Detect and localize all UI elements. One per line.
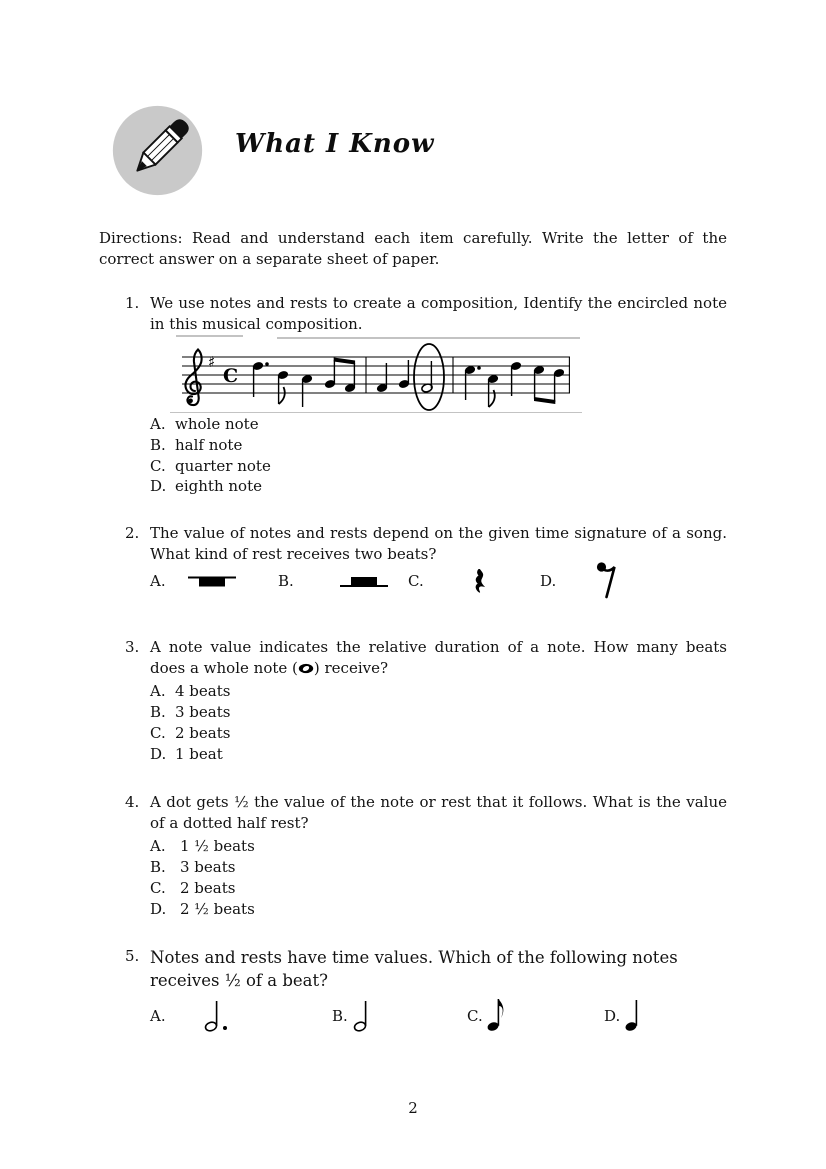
page-title: What I Know xyxy=(235,128,435,159)
option-label: 3 beats xyxy=(180,858,236,877)
svg-text:C: C xyxy=(223,365,239,387)
half-note-icon xyxy=(352,997,372,1033)
option-a xyxy=(150,1006,332,1033)
option-b xyxy=(278,571,408,592)
staff-figure xyxy=(170,341,582,411)
option-b xyxy=(150,857,727,878)
question-text: We use notes and rests to create a composition, Identify the encircled note in this musical composition. xyxy=(150,294,727,333)
encircle-mark xyxy=(414,344,444,410)
option-d xyxy=(150,899,727,920)
option-letter: D. xyxy=(150,744,167,763)
options xyxy=(150,1006,727,1052)
option-letter: C. xyxy=(408,572,424,591)
whole-note-icon xyxy=(298,663,314,674)
half-rest-icon xyxy=(340,576,388,588)
pencil-icon xyxy=(110,103,205,198)
question-number: 1. xyxy=(125,294,140,312)
option-letter: C. xyxy=(150,723,166,742)
option-letter: B. xyxy=(150,858,166,877)
option-letter: C. xyxy=(150,456,166,475)
option-letter: A. xyxy=(150,415,166,433)
option-letter: B. xyxy=(332,1006,348,1025)
option-letter: D. xyxy=(150,899,167,918)
svg-text:♯: ♯ xyxy=(208,353,216,371)
options xyxy=(150,414,727,497)
question-number: 3. xyxy=(125,638,140,657)
option-label: eighth note xyxy=(175,477,262,496)
option-b xyxy=(150,702,727,723)
option-label: 1 ½ beats xyxy=(180,837,255,856)
option-a xyxy=(150,414,727,435)
question-1 xyxy=(125,293,727,497)
option-a xyxy=(150,836,727,857)
eighth-rest-icon xyxy=(596,559,618,599)
option-letter: D. xyxy=(150,477,167,496)
option-letter: B. xyxy=(150,702,166,721)
question-text: A dot gets ½ the value of the note or rest that it follows. What is the value of a dotted half rest? xyxy=(150,793,727,833)
option-letter: C. xyxy=(150,878,166,897)
options xyxy=(150,681,727,764)
question-text: A note value indicates the relative duration of a note. How many beats does a whole note ( ) receive? xyxy=(150,638,727,678)
question-number: 2. xyxy=(125,524,140,543)
divider xyxy=(277,337,580,339)
option-label: 2 beats xyxy=(180,878,236,897)
eighth-note-icon xyxy=(486,995,508,1033)
quarter-note-icon xyxy=(624,997,642,1033)
option-d xyxy=(604,1006,642,1033)
option-b xyxy=(150,435,727,456)
option-d xyxy=(150,744,727,765)
option-letter: C. xyxy=(467,1006,483,1025)
option-label: 1 beat xyxy=(175,744,223,763)
question-3 xyxy=(125,637,727,764)
whole-rest-icon xyxy=(188,576,236,588)
option-label: quarter note xyxy=(175,456,271,475)
option-c xyxy=(150,456,727,477)
option-d xyxy=(150,476,727,497)
option-a xyxy=(150,681,727,702)
option-letter: A. xyxy=(150,572,166,591)
option-c xyxy=(150,878,727,899)
option-label: half note xyxy=(175,435,243,454)
option-a xyxy=(150,571,278,592)
question-number: 5. xyxy=(125,946,140,965)
option-c xyxy=(150,723,727,744)
question-number: 4. xyxy=(125,793,140,812)
question-text: Notes and rests have time values. Which of the following notes receives ½ of a beat? xyxy=(150,947,678,990)
question-2 xyxy=(125,523,727,613)
option-c xyxy=(408,571,540,599)
option-label: 3 beats xyxy=(175,702,231,721)
page-number: 2 xyxy=(408,1099,418,1117)
option-label: 2 beats xyxy=(175,723,231,742)
option-c xyxy=(467,1006,604,1033)
option-letter: D. xyxy=(604,1006,621,1025)
options xyxy=(150,836,727,919)
option-letter: A. xyxy=(150,837,166,856)
option-b xyxy=(332,1006,467,1033)
staff-notation-image xyxy=(170,341,582,411)
question-list xyxy=(125,293,727,1052)
question-4 xyxy=(125,792,727,919)
divider xyxy=(170,412,582,414)
option-letter: A. xyxy=(150,1006,166,1025)
question-5 xyxy=(125,946,727,1052)
option-letter: B. xyxy=(150,435,166,454)
option-label: whole note xyxy=(175,415,259,433)
option-label: 4 beats xyxy=(175,682,231,701)
quarter-rest-icon xyxy=(474,569,488,599)
header xyxy=(110,0,826,198)
dotted-half-note-icon xyxy=(202,997,232,1033)
option-d xyxy=(540,571,618,599)
divider xyxy=(176,335,243,337)
option-letter: B. xyxy=(278,572,294,591)
option-letter: D. xyxy=(540,572,557,591)
option-letter: A. xyxy=(150,682,166,701)
option-label: 2 ½ beats xyxy=(180,899,255,918)
options xyxy=(150,571,727,613)
directions-text: Directions: Read and understand each item carefully. Write the letter of the correct answer on a separate sheet of paper. xyxy=(99,229,727,268)
question-text: The value of notes and rests depend on the given time signature of a song. What kind of rest receives two beats? xyxy=(150,524,727,564)
